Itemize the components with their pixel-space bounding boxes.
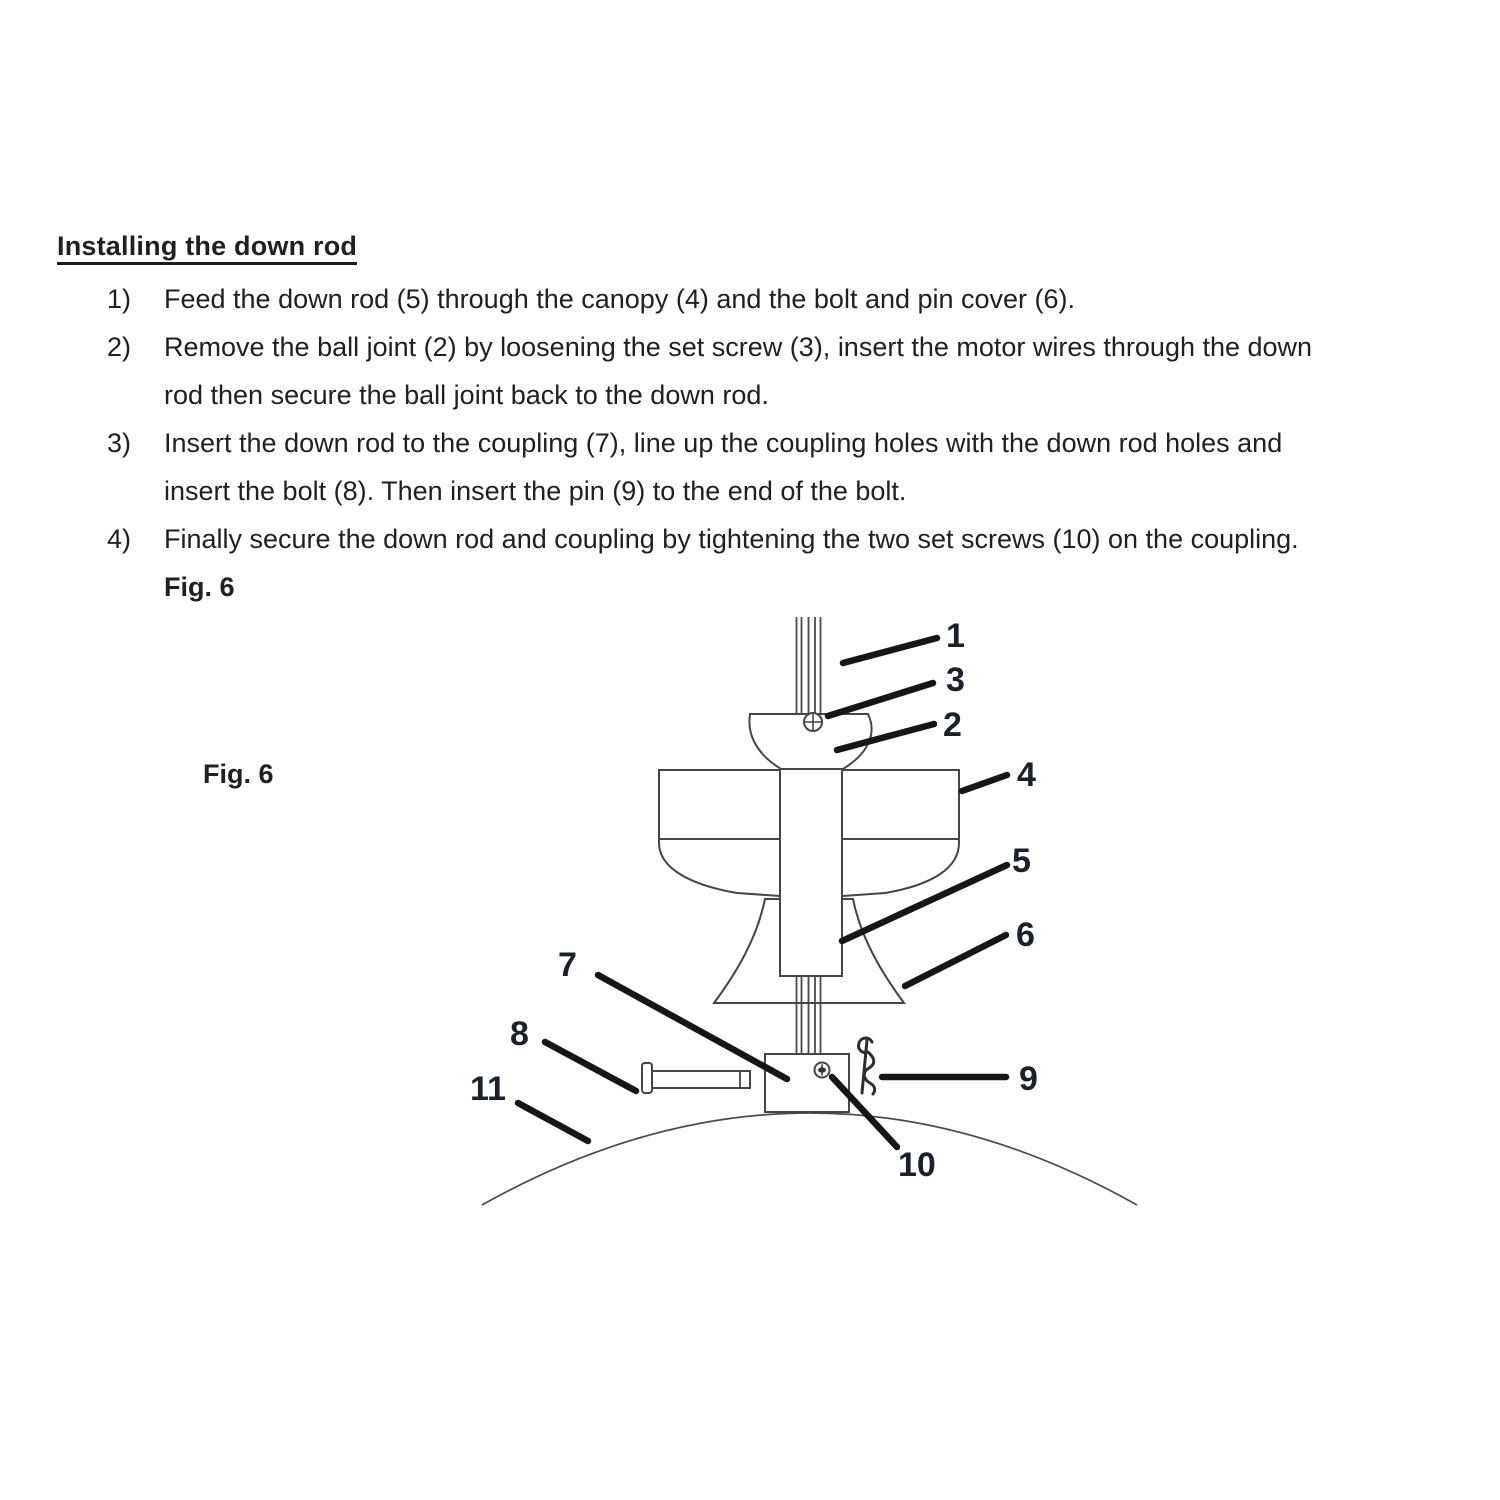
callout-label-9: 9	[1019, 1060, 1038, 1098]
figure-caption: Fig. 6	[164, 572, 235, 602]
list-item-number: 4)	[107, 524, 132, 554]
list-item	[107, 275, 1452, 323]
motor-housing-arc	[482, 1113, 1137, 1205]
list-item-text	[164, 419, 1452, 515]
callout-label-5: 5	[1012, 842, 1031, 880]
callout-6-leader	[905, 935, 1006, 986]
callout-8-leader	[545, 1042, 636, 1091]
coupling-set-screw	[815, 1063, 830, 1078]
callout-label-3: 3	[946, 661, 965, 699]
callout-4-leader	[962, 775, 1007, 791]
callout-label-4: 4	[1017, 756, 1036, 794]
callout-label-7: 7	[558, 946, 577, 984]
callout-3-leader	[828, 683, 933, 716]
list-item-number: 1)	[107, 284, 132, 314]
ball-joint-set-screw	[804, 713, 822, 731]
bolt-shape	[642, 1063, 750, 1093]
callout-11-leader	[518, 1103, 588, 1141]
callout-label-2: 2	[943, 706, 962, 744]
callout-label-1: 1	[946, 617, 965, 655]
text-line: Insert the down rod to the coupling (7), line up the coupling holes with the down rod holes and	[164, 428, 1283, 458]
callout-label-6: 6	[1016, 916, 1035, 954]
text-line: rod then secure the ball joint back to the down rod.	[164, 380, 769, 410]
list-item-number: 3)	[107, 428, 132, 458]
list-item-text	[164, 323, 1452, 419]
figure-6-diagram	[450, 595, 1170, 1235]
list-item	[107, 419, 1452, 515]
text-line: insert the bolt (8). Then insert the pin (9) to the end of the bolt.	[164, 476, 907, 506]
list-item	[107, 323, 1452, 419]
callout-1-leader	[843, 638, 937, 663]
support-rod-wires	[797, 617, 821, 713]
text-line: Feed the down rod (5) through the canopy (4) and the bolt and pin cover (6).	[164, 284, 1076, 314]
pin-shape	[859, 1038, 875, 1094]
callout-label-10: 10	[898, 1146, 936, 1184]
text-line: Finally secure the down rod and coupling by tightening the two set screws (10) on the coupling.	[164, 524, 1299, 554]
figure-caption-side: Fig. 6	[203, 759, 274, 789]
list-item-text	[164, 515, 1452, 563]
down-rod-mask	[779, 769, 843, 977]
text-line: Remove the ball joint (2) by loosening the set screw (3), insert the motor wires through the down	[164, 332, 1313, 362]
instruction-list	[107, 275, 1452, 611]
list-item	[107, 515, 1452, 563]
list-item-text	[164, 275, 1452, 323]
callout-label-8: 8	[510, 1015, 529, 1053]
list-item-number: 2)	[107, 332, 132, 362]
callout-label-11: 11	[470, 1070, 506, 1108]
section-heading: Installing the down rod	[57, 233, 357, 265]
